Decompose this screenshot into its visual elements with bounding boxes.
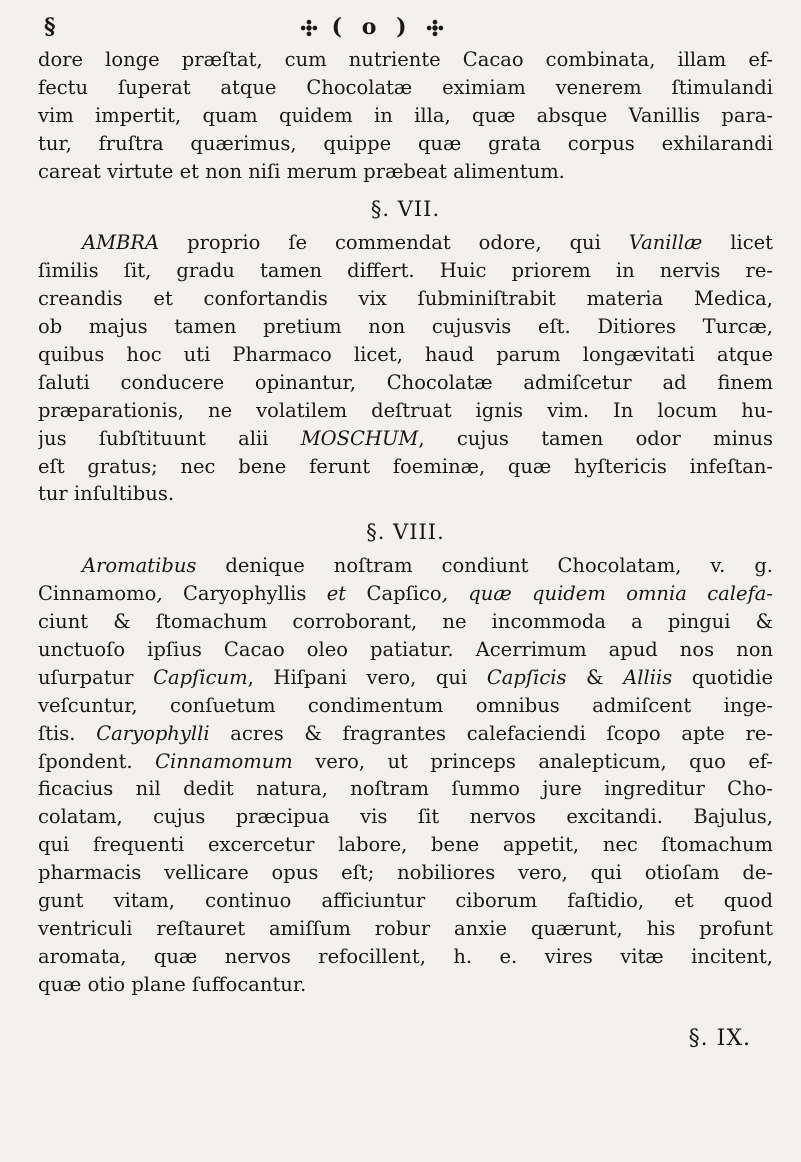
text-line: careat virtute et non niſi merum præbeat alimentum. [38, 159, 565, 183]
header-center-text: ( o ) [331, 14, 413, 40]
text-segment: colatam, cujus præcipua vis ſit nervos excitandi. Bajulus, [38, 805, 773, 829]
text-segment: ob majus tamen pretium non cujusvis eſt. Ditiores Turcæ, [38, 315, 773, 339]
header-ornament-group [300, 14, 444, 40]
flower-ornament-icon [300, 19, 318, 37]
section-heading-8: §. VIII. [366, 520, 445, 545]
text-line [38, 915, 773, 943]
paragraph-1 [38, 46, 773, 185]
text-segment: quibus hoc uti Pharmaco licet, haud parum longævitati atque [38, 343, 773, 367]
text-segment: quotidie [672, 665, 773, 689]
text-line [38, 580, 773, 608]
text-segment: Capſico [366, 582, 442, 606]
text-line [38, 480, 773, 508]
text-line: vim impertit, quam quidem in illa, quæ absque Vanillis para- [38, 103, 773, 127]
text-segment: veſcuntur, conſuetum condimentum omnibus admiſcent inge- [38, 693, 773, 717]
text-segment: aromata, quæ nervos refocillent, h. e. vires vitæ incitent, [38, 944, 773, 968]
text-segment: acres & fragrantes calefaciendi ſcopo apte re- [209, 721, 773, 745]
text-segment: ſimilis ſit, gradu tamen differt. Huic priorem in nervis re- [38, 259, 773, 283]
text-line [38, 341, 773, 369]
italic-term: , quæ quidem omnia calefa- [441, 582, 773, 606]
text-line [38, 636, 773, 664]
text-segment: , cujus tamen odor minus [418, 426, 773, 450]
text-segment: proprio ſe commendat odore, qui [159, 231, 629, 255]
text-segment: denique noſtram condiunt Chocolatam, v. g. [196, 554, 773, 578]
text-segment: , Hiſpani vero, qui [247, 665, 487, 689]
text-line [38, 608, 773, 636]
text-segment: qui frequenti excercetur labore, bene appetit, nec ſtomachum [38, 833, 773, 857]
text-segment: ſpondent. [38, 749, 156, 773]
text-segment: eſt gratus; nec bene ferunt foeminæ, quæ hyſtericis infeſtan- [38, 454, 773, 478]
page-header [38, 12, 773, 46]
italic-term: Cinnamomum [155, 749, 293, 773]
text-segment: jus ſubſtituunt alii [38, 426, 301, 450]
text-segment: gunt vitam, continuo afficiuntur ciborum faſtidio, et quod [38, 889, 773, 913]
italic-term: Capſicum [153, 665, 248, 689]
text-segment: Cinnamomo [38, 582, 157, 606]
text-line [38, 285, 773, 313]
text-line [38, 664, 773, 692]
text-line [38, 803, 773, 831]
text-segment: unctuoſo ipſius Cacao oleo patiatur. Acerrimum apud nos non [38, 638, 773, 662]
italic-term: AMBRA [82, 231, 160, 255]
text-segment: præparationis, ne volatilem deſtruat ignis vim. In locum hu- [38, 398, 773, 422]
text-segment: Caryophyllis [182, 582, 307, 606]
paragraph-3 [38, 552, 773, 998]
text-segment: creandis et confortandis vix ſubminiſtrabit materia Medica, [38, 287, 773, 311]
text-line [38, 397, 773, 425]
text-segment: vero, ut princeps analepticum, quo ef- [292, 749, 773, 773]
italic-term: Alliis [623, 665, 673, 689]
text-segment: ſaluti conducere opinantur, Chocolatæ admiſcetur ad finem [38, 370, 773, 394]
text-segment: uſurpatur [38, 665, 154, 689]
text-segment: & [566, 665, 624, 689]
text-line [38, 831, 773, 859]
text-line [38, 229, 773, 257]
italic-term: Vanillæ [628, 231, 703, 255]
text-line [38, 971, 773, 999]
italic-term: Caryophylli [96, 721, 210, 745]
text-line: dore longe præſtat, cum nutriente Cacao combinata, illam ef- [38, 48, 773, 71]
italic-term: Capſicis [486, 665, 567, 689]
text-line [38, 369, 773, 397]
text-line: fectu ſuperat atque Chocolatæ eximiam venerem ſtimulandi [38, 75, 773, 99]
text-segment: ficacius nil dedit natura, noſtram ſummo jure ingreditur Cho- [38, 777, 773, 801]
text-segment: ſtis. [38, 721, 97, 745]
text-line [38, 257, 773, 285]
page-mark: § [44, 14, 56, 40]
text-segment: tur inſultibus. [38, 482, 175, 506]
paragraph-2 [38, 229, 773, 508]
text-line: tur, fruſtra quærimus, quippe quæ grata corpus exhilarandi [38, 131, 773, 155]
text-line [38, 748, 773, 776]
text-line [38, 425, 773, 453]
italic-term: Aromatibus [82, 554, 197, 578]
section-heading-7: §. VII. [370, 197, 441, 222]
flower-ornament-icon [426, 19, 444, 37]
text-line [38, 943, 773, 971]
text-segment: quæ otio plane ſuffocantur. [38, 972, 307, 996]
text-line [38, 453, 773, 481]
text-line [38, 859, 773, 887]
text-line [38, 313, 773, 341]
text-segment: pharmacis vellicare opus eſt; nobiliores vero, qui otioſam de- [38, 861, 773, 885]
section-heading-9: §. IX. [688, 1025, 751, 1051]
text-line [38, 720, 773, 748]
italic-term: , [156, 582, 183, 606]
text-line [38, 692, 773, 720]
text-line [38, 887, 773, 915]
text-segment: ciunt & ſtomachum corroborant, ne incommoda a pingui & [38, 610, 773, 634]
italic-term: et [306, 582, 367, 606]
italic-term: MOSCHUM [300, 426, 419, 450]
text-segment: licet [702, 231, 773, 255]
text-segment: ventriculi reſtauret amiſſum robur anxie quærunt, his profunt [38, 916, 773, 940]
text-line [38, 775, 773, 803]
text-line [38, 552, 773, 580]
main-text [38, 46, 773, 1059]
